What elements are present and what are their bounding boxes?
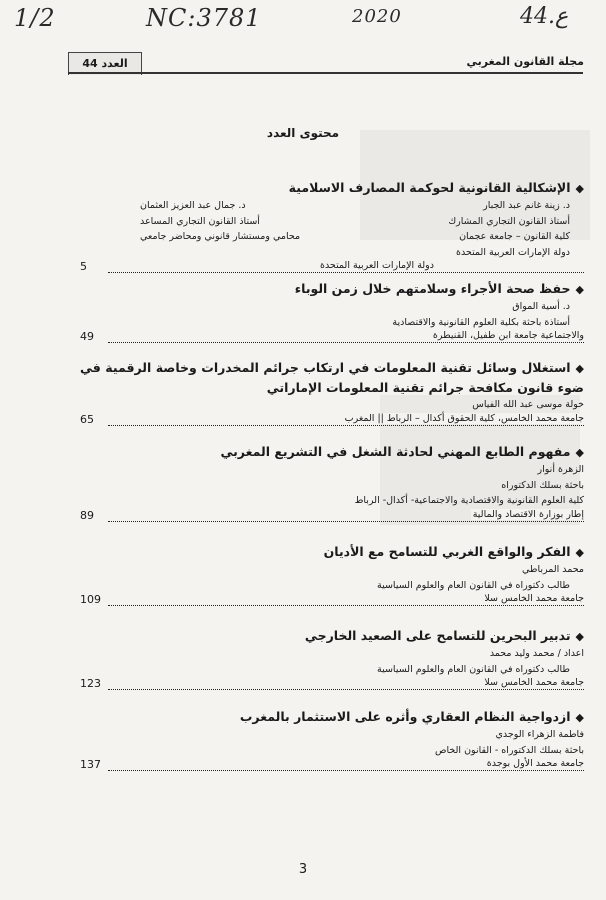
issue-number-box: العدد 44	[68, 52, 142, 75]
author-affiliation: طالب دكتوراه في القانون العام والعلوم السياسية	[377, 579, 570, 591]
article-title: الفكر والواقع الغربي للتسامح مع الأديان	[323, 544, 571, 559]
toc-entry	[80, 442, 584, 524]
handwritten-year: 2020	[352, 6, 402, 27]
page-number-ref: 89	[80, 508, 94, 522]
article-title: مفهوم الطابع المهني لحادثة الشغل في التشريع المغربي	[220, 444, 571, 459]
page-number-ref: 123	[80, 677, 101, 690]
header-rule	[68, 72, 583, 74]
page-number-ref: 5	[80, 260, 87, 273]
diamond-bullet-icon: ◆	[575, 182, 584, 195]
toc-entry	[80, 542, 584, 608]
author-affiliation: جامعة محمد الخامس، كلية الحقوق أكدال – الرباط || المغرب	[344, 412, 584, 424]
article-title: استغلال وسائل تقنية المعلومات في ارتكاب جرائم المخدرات وخاصة الرقمية في ضوء قانون مكافحة جرائم تقنية المعلومات الإماراتي	[80, 360, 584, 395]
toc-title: محتوى العدد	[266, 126, 340, 140]
author: محمد المرباطي	[521, 564, 584, 575]
author-affiliation: أستاذ القانون التجاري المشارك	[448, 215, 570, 227]
author: فاطمة الزهراء الوجدي	[495, 729, 584, 740]
article-title: تدبير البحرين للتسامح على الصعيد الخارجي	[304, 628, 571, 643]
author-affiliation: محامي ومستشار قانوني ومحاضر جامعي	[140, 231, 301, 242]
author-affiliation: إطار بوزارة الاقتصاد والمالية	[472, 508, 584, 520]
author-affiliation: جامعة محمد الأول بوجدة	[486, 758, 584, 769]
toc-entry	[80, 178, 584, 275]
page-leader	[80, 413, 584, 428]
diamond-bullet-icon: ◆	[575, 546, 584, 559]
author: اعداد / محمد وليد محمد	[489, 648, 584, 659]
page-leader	[80, 509, 584, 524]
diamond-bullet-icon: ◆	[575, 362, 584, 375]
handwritten-issue: 44.ع	[520, 4, 569, 29]
page-number: 3	[298, 862, 308, 877]
author-affiliation: جامعة محمد الخامس سلا	[484, 677, 584, 688]
page-number-ref: 65	[80, 412, 94, 426]
page-number-ref: 109	[80, 593, 101, 606]
author: الزهرة أنوار	[537, 464, 584, 475]
diamond-bullet-icon: ◆	[575, 630, 584, 643]
toc-entry	[80, 279, 584, 345]
page-leader	[80, 677, 584, 692]
author: خولة موسى عبد الله الفياس	[472, 399, 584, 410]
author-affiliation: باحثة بسلك الدكتوراه - القانون الخاص	[435, 744, 584, 756]
diamond-bullet-icon: ◆	[575, 283, 584, 296]
author-affiliation: طالب دكتوراه في القانون العام والعلوم السياسية	[377, 663, 570, 675]
page-number-ref: 137	[80, 758, 101, 771]
author-affiliation: أستاذة باحثة بكلية العلوم القانونية والاقتصادية	[392, 316, 570, 328]
author-affiliation: كلية القانون – جامعة عجمان	[459, 231, 570, 242]
article-title: حفظ صحة الأجراء وسلامتهم خلال زمن الوباء	[294, 281, 571, 296]
author-affiliation: دولة الإمارات العربية المتحدة	[319, 260, 434, 271]
page-leader	[80, 260, 584, 275]
toc-entry	[80, 358, 584, 428]
handwritten-fraction: 1/2	[14, 4, 56, 32]
author: د. أسية المواق	[512, 301, 570, 312]
article-title: الإشكالية القانونية لحوكمة المصارف الاسلامية	[288, 180, 571, 195]
diamond-bullet-icon: ◆	[575, 711, 584, 724]
author-affiliation: كلية العلوم القانونية والاقتصادية والاجتماعية- أكدال- الرباط	[354, 495, 584, 506]
toc-entry	[80, 626, 584, 692]
toc-entry	[80, 707, 584, 773]
author-affiliation: والاجتماعية جامعة ابن طفيل، القنيطرة	[432, 330, 584, 341]
author-affiliation: أستاذ القانون التجاري المساعد	[140, 215, 260, 227]
author-affiliation: باحثة بسلك الدكتوراه	[501, 479, 584, 491]
author: د. زينة غانم عبد الجبار	[483, 200, 570, 211]
page-leader	[80, 758, 584, 773]
diamond-bullet-icon: ◆	[575, 446, 584, 459]
article-title: ازدواجية النظام العقاري وأثره على الاستثمار بالمغرب	[239, 709, 571, 724]
page-leader	[80, 593, 584, 608]
author-affiliation: دولة الإمارات العربية المتحدة	[455, 246, 570, 258]
author-affiliation: جامعة محمد الخامس سلا	[484, 593, 584, 604]
handwritten-code: NC:3781	[146, 4, 262, 32]
author: د. جمال عبد العزيز العثمان	[140, 200, 246, 211]
page-leader	[80, 330, 584, 345]
journal-name: مجلة القانون المغربي	[466, 55, 584, 68]
page-number-ref: 49	[80, 330, 94, 343]
